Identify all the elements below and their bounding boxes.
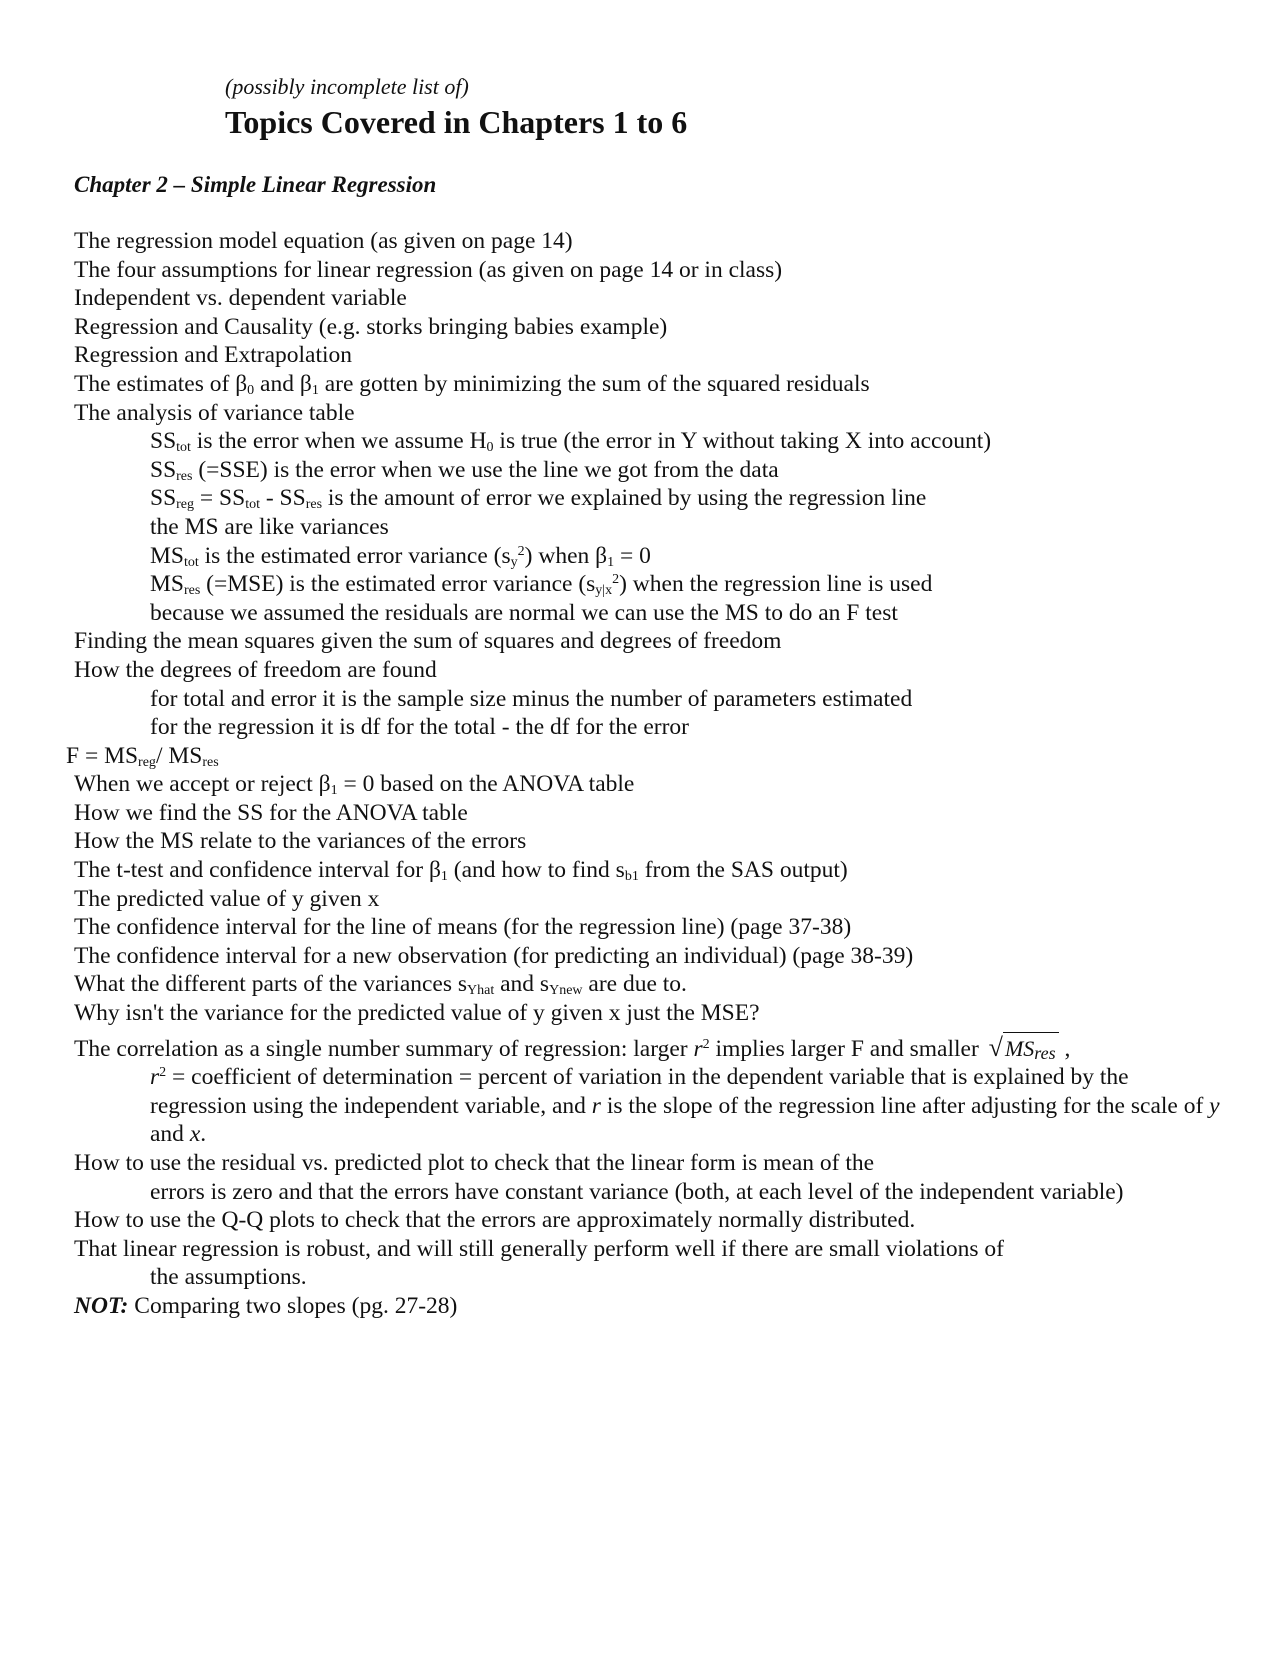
text-run: SS: [150, 456, 177, 483]
topic-item: The four assumptions for linear regression (as given on page 14 or in class): [74, 256, 783, 283]
text-run: (=MSE) is the estimated error variance (s: [200, 571, 596, 598]
superscript: 2: [702, 1036, 710, 1052]
text-run: and: [254, 370, 300, 397]
text-run: is the slope of the regression line after adjusting for the scale of: [600, 1092, 1210, 1119]
subtopic-item: [74, 456, 1224, 485]
subscript: 1: [440, 869, 448, 885]
text-run: and s: [494, 971, 550, 998]
superscript: 2: [159, 1065, 167, 1081]
text-run: The correlation as a single number summary of regression: larger: [74, 1035, 694, 1062]
subtopic-item: for total and error it is the sample size minus the number of parameters estimated: [150, 685, 913, 712]
topic-item: [74, 770, 1224, 799]
beta-symbol: β: [299, 370, 312, 397]
topic-item: The confidence interval for a new observation (for predicting an individual) (page 38-39): [74, 942, 914, 969]
topic-item: [74, 970, 1224, 999]
subscript: 1: [311, 382, 319, 398]
topic-item: [74, 856, 1224, 885]
subtopic-item: [74, 1063, 1224, 1149]
subtopic-item: [74, 570, 1224, 599]
square-root-formula: [989, 1032, 1059, 1064]
text-run: ,: [1058, 1035, 1071, 1062]
text-run: implies larger F and smaller: [709, 1035, 985, 1062]
superscript: 2: [612, 572, 620, 588]
topic-item: The predicted value of y given x: [74, 885, 380, 912]
radical-sign: √: [988, 1032, 1003, 1062]
text-run: SS: [150, 485, 177, 512]
topic-item: Finding the mean squares given the sum of squares and degrees of freedom: [74, 628, 782, 655]
math-variable: r: [693, 1035, 703, 1062]
subscript: tot: [245, 497, 260, 513]
subscript: tot: [176, 440, 191, 456]
topic-item: Independent vs. dependent variable: [74, 285, 407, 312]
topic-item: How to use the residual vs. predicted plot to check that the linear form is mean of the: [74, 1150, 875, 1176]
subscript: 0: [247, 382, 255, 398]
subscript: res: [176, 468, 193, 484]
topic-item: [74, 1032, 1224, 1064]
topic-item: How the MS relate to the variances of the errors: [74, 828, 527, 855]
text-run: is true (the error in Y without taking X into account): [493, 428, 992, 455]
topic-item: How we find the SS for the ANOVA table: [74, 799, 468, 826]
text-run: (and how to find s: [447, 857, 625, 884]
subscript: 1: [607, 554, 615, 570]
text-run: are due to.: [582, 971, 687, 998]
subscript: reg: [138, 754, 156, 770]
subscript: 0: [486, 440, 494, 456]
topic-item: Regression and Extrapolation: [74, 342, 353, 369]
topic-item: That linear regression is robust, and will still generally perform well if there are small violations of: [74, 1235, 1004, 1262]
text-run: = 0 based on the ANOVA table: [337, 771, 635, 798]
subscript: res: [183, 583, 201, 599]
text-run: = SS: [194, 485, 246, 512]
text-run: - SS: [259, 485, 306, 512]
subtopic-item: for the regression it is df for the total - the df for the error: [150, 714, 690, 741]
text-run: The estimates of: [74, 370, 236, 397]
text-run: ) when β: [524, 542, 608, 569]
math-variable: r: [591, 1092, 601, 1119]
radicand: [1003, 1032, 1059, 1064]
text-run: The t-test and confidence interval for β: [74, 857, 441, 884]
text-run: = coefficient of determination = percent of variation in the dependent variable that is explained by the regression using the independent variable, and: [150, 1064, 1129, 1119]
text-run: ) when the regression line is used: [619, 571, 933, 598]
subscript: res: [305, 497, 323, 513]
topic-item: The analysis of variance table: [74, 399, 355, 426]
text-run: and: [150, 1121, 190, 1148]
topic-item: [74, 370, 1224, 399]
text-run: .: [200, 1121, 207, 1148]
subtopic-item: the assumptions.: [150, 1264, 307, 1291]
subscript: y|x: [595, 583, 613, 599]
text-run: = 0: [614, 542, 651, 569]
math-variable: r: [150, 1064, 160, 1091]
topic-list: [66, 227, 1224, 1292]
text-run: / MS: [155, 742, 203, 769]
topic-item: How to use the Q-Q plots to check that the errors are approximately normally distributed.: [74, 1207, 916, 1234]
subtopic-item: [74, 427, 1224, 456]
text-run: MS: [150, 542, 184, 569]
subscript: b1: [624, 869, 639, 885]
subscript: tot: [183, 554, 199, 570]
beta-symbol: β: [235, 370, 248, 397]
topic-item: The confidence interval for the line of means (for the regression line) (page 37-38): [74, 914, 852, 941]
text-run: are gotten by minimizing the sum of the squared residuals: [318, 370, 870, 397]
text-run: MS: [150, 571, 184, 598]
math-variable: y: [1209, 1092, 1220, 1119]
subtopic-item: the MS are like variances: [150, 513, 389, 540]
subscript: res: [202, 754, 219, 770]
text-run: is the amount of error we explained by using the regression line: [322, 485, 927, 512]
subscript: y: [510, 554, 518, 570]
subscript: 1: [330, 783, 338, 799]
text-run: MS: [1004, 1035, 1035, 1061]
text-run: When we accept or reject β: [74, 771, 331, 798]
subscript: reg: [176, 497, 195, 513]
topic-item: How the degrees of freedom are found: [74, 656, 437, 683]
note-text: Comparing two slopes (pg. 27-28): [128, 1293, 458, 1319]
subscript: Ynew: [549, 983, 583, 999]
topic-item: The regression model equation (as given on page 14): [74, 228, 573, 254]
superscript: 2: [517, 543, 525, 559]
note-label: NOT:: [74, 1293, 129, 1319]
text-run: (=SSE) is the error when we use the line we got from the data: [192, 456, 779, 483]
text-run: is the error when we assume H: [190, 428, 487, 455]
subtopic-item: [74, 542, 1224, 571]
topic-item: Regression and Causality (e.g. storks bringing babies example): [74, 313, 668, 340]
text-run: from the SAS output): [638, 857, 848, 884]
chapter-heading: Chapter 2 – Simple Linear Regression: [74, 172, 437, 197]
math-variable: x: [189, 1121, 201, 1148]
text-run: F = MS: [66, 742, 139, 769]
document-title: Topics Covered in Chapters 1 to 6: [225, 104, 688, 140]
topic-item: [66, 742, 1224, 771]
exclusion-note: [74, 1293, 457, 1320]
document-subtitle: (possibly incomplete list of): [225, 74, 469, 99]
text-run: What the different parts of the variances s: [74, 971, 468, 998]
topic-item: Why isn't the variance for the predicted value of y given x just the MSE?: [74, 1000, 760, 1027]
subscript: Yhat: [467, 983, 495, 999]
text-run: SS: [150, 428, 177, 455]
subtopic-item: [74, 484, 1224, 513]
text-run: is the estimated error variance (s: [198, 542, 511, 569]
subtopic-item: because we assumed the residuals are normal we can use the MS to do an F test: [150, 599, 898, 626]
subtopic-item: errors is zero and that the errors have constant variance (both, at each level of the independent variable): [150, 1178, 1124, 1205]
subscript: res: [1034, 1042, 1056, 1063]
